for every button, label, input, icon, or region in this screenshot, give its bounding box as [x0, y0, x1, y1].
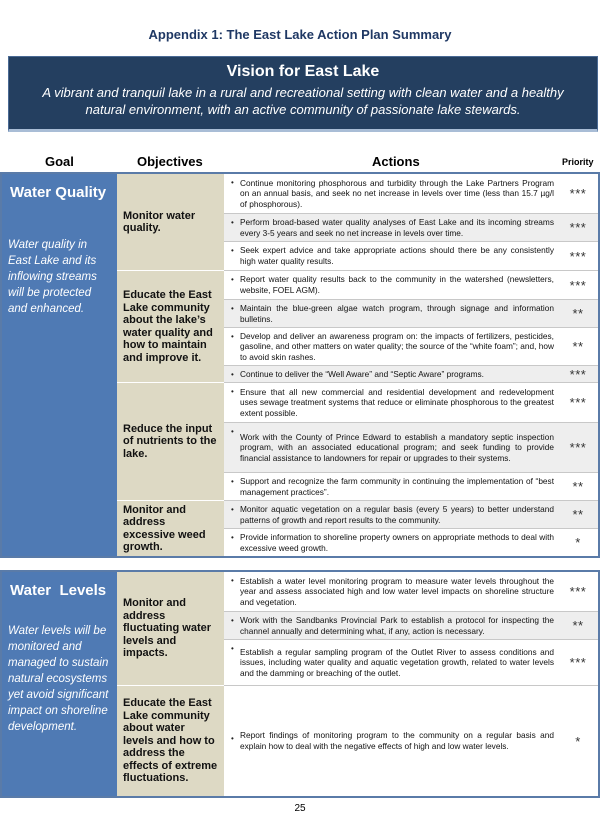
goal-cell	[2, 572, 117, 796]
action-row: • Establish a water level monitoring program to measure water levels throughout the year and assess associated high and low water level impacts on shoreline structure and vegetation. ***	[224, 572, 598, 612]
action-row: • Report findings of monitoring program to the community on a regular basis and explain how to deal with the negative effects of high and low water levels. *	[224, 686, 598, 796]
priority-rating: ***	[569, 440, 587, 455]
objectives-column	[117, 174, 224, 556]
action-row: • Work with the County of Prince Edward to establish a mandatory septic inspection program, with an associated educational program; and seek funding to provide financial assistance to landowners for repair or upgrades to their systems. ***	[224, 423, 598, 473]
action-row: • Develop and deliver an awareness program on: the impacts of fertilizers, pesticides, gasoline, and other matters on water quality; the source of the “white foam”; and, how to avoid skin rashes. **	[224, 328, 598, 366]
action-row: • Establish a regular sampling program of the Outlet River to assess conditions and issues, including water quality and aquatic vegetation growth, related to water levels and the damming or breaching of the outlet. ***	[224, 640, 598, 686]
goal-title: Water Levels	[10, 582, 107, 599]
priority-rating: ***	[569, 655, 587, 670]
priority-rating: **	[572, 339, 584, 354]
priority-rating: **	[572, 507, 584, 522]
actions-header: Actions	[372, 154, 420, 169]
objective-cell: Educate the East Lake community about water levels and how to address the effects of extreme fluctuations.	[123, 697, 218, 785]
action-text: Support and recognize the farm community in continuing the implementation of “best management practices”.	[240, 475, 554, 497]
priority-rating: ***	[569, 366, 587, 382]
vision-title: Vision for East Lake	[226, 63, 380, 80]
action-text: Provide information to shoreline property owners on appropriate methods to deal with excessive weed growth.	[240, 531, 554, 553]
priority-rating: **	[572, 306, 584, 321]
action-text: Report findings of monitoring program to the community on a regular basis and explain how to deal with the negative effects of high and low water levels.	[240, 730, 554, 751]
action-text: Continue to deliver the “Well Aware” and “Septic Aware” programs.	[240, 368, 484, 379]
objective-cell: Monitor water quality.	[117, 174, 224, 271]
action-text: Ensure that all new commercial and residential development and redevelopment uses sewage treatment systems that reduce or eliminate phosphorous to the greatest extent possible.	[240, 386, 554, 418]
priority-rating: *	[575, 733, 581, 749]
objectives-column	[117, 572, 224, 796]
objective-cell: Reduce the input of nutrients to the lake.	[117, 383, 224, 501]
action-text: Establish a water level monitoring program to measure water levels throughout the year and assess associated high and low water level impacts on shoreline structure and vegetation.	[240, 575, 554, 607]
actions-column	[224, 572, 598, 796]
goal-description: Water quality in East Lake and its inflowing streams will be protected and enhanced.	[8, 239, 97, 315]
objective-cell: Educate the East Lake community about the lake’s water quality and how to maintain and improve it.	[117, 271, 224, 383]
priority-rating: ***	[569, 584, 587, 599]
priority-header: Priority	[562, 157, 594, 167]
action-row: • Report water quality results back to the community in the watershed (newsletters, website, FOEL AGM). ***	[224, 271, 598, 300]
action-text: Establish a regular sampling program of the Outlet River to assess conditions and issues, including water quality and aquatic vegetation growth, related to water levels and the damming or breaching of the outlet.	[240, 646, 554, 678]
objective-cell: Monitor and address fluctuating water levels and impacts.	[117, 572, 224, 686]
priority-rating: ***	[569, 395, 587, 410]
water-levels-section	[0, 570, 600, 798]
water-quality-section	[0, 172, 600, 558]
action-row: • Work with the Sandbanks Provincial Park to establish a protocol for inspecting the channel annually and determining what, if any, action is necessary. **	[224, 612, 598, 640]
goal-cell	[2, 174, 117, 556]
action-text: Develop and deliver an awareness program on: the impacts of fertilizers, pesticides, gasoline, and other matters on water quality; the source of the “white foam”; and, how to avoid skin rashes.	[240, 330, 554, 362]
action-text: Work with the Sandbanks Provincial Park to establish a protocol for inspecting the channel annually and determining what, if any, action is necessary.	[240, 614, 554, 636]
priority-rating: ***	[569, 220, 587, 235]
action-text: Continue monitoring phosphorous and turbidity through the Lake Partners Program on an annual basis, and seek no net increase in levels over time (less than 15.7 µg/l of phosphorous).	[240, 177, 554, 209]
goal-description: Water levels will be monitored and managed to sustain natural ecosystems yet avoid significant impact on shoreline development.	[8, 625, 109, 733]
action-text: Maintain the blue-green algae watch program, through signage and information bulletins.	[240, 302, 554, 324]
priority-rating: ***	[569, 186, 587, 201]
action-text: Perform broad-based water quality analyses of East Lake and its incoming streams every 3-5 years and seek no net increase in levels over time.	[240, 216, 554, 238]
action-row: • Monitor aquatic vegetation on a regular basis (every 5 years) to better understand patterns of growth and report results to the community. **	[224, 501, 598, 529]
objective-cell: Monitor and address excessive weed growth.	[123, 503, 206, 553]
page-number: 25	[294, 803, 306, 814]
vision-banner	[8, 56, 598, 132]
priority-rating: ***	[569, 277, 587, 293]
table-header	[0, 154, 600, 172]
goal-title: Water Quality	[10, 184, 107, 201]
appendix-title: Appendix 1: The East Lake Action Plan Summary	[148, 27, 452, 42]
action-row: • Continue to deliver the “Well Aware” and “Septic Aware” programs. ***	[224, 366, 598, 383]
objectives-header: Objectives	[137, 154, 203, 169]
action-text: Work with the County of Prince Edward to establish a mandatory septic inspection program, with an associated educational program; and seek funding to provide financial assistance to landowners for repair or upgrades to their systems.	[240, 431, 554, 463]
action-row: • Continue monitoring phosphorous and turbidity through the Lake Partners Program on an annual basis, and seek no net increase in levels over time (less than 15.7 µg/l of phosphorous). ***	[224, 174, 598, 214]
action-row: • Provide information to shoreline property owners on appropriate methods to deal with excessive weed growth. *	[224, 529, 598, 556]
action-row: • Support and recognize the farm community in continuing the implementation of “best management practices”. **	[224, 473, 598, 501]
action-text: Report water quality results back to the community in the watershed (newsletters, website, FOEL AGM).	[240, 274, 554, 295]
priority-rating: **	[572, 479, 584, 494]
goal-header: Goal	[45, 154, 74, 169]
action-row: • Ensure that all new commercial and residential development and redevelopment uses sewage treatment systems that reduce or eliminate phosphorous to the greatest extent possible. ***	[224, 383, 598, 423]
priority-rating: ***	[569, 248, 587, 264]
action-text: Seek expert advice and take appropriate actions should there be any consistently high water quality results.	[240, 245, 554, 266]
actions-column	[224, 174, 598, 556]
action-row: • Perform broad-based water quality analyses of East Lake and its incoming streams every 3-5 years and seek no net increase in levels over time. ***	[224, 214, 598, 242]
priority-rating: **	[572, 618, 584, 633]
action-text: Monitor aquatic vegetation on a regular basis (every 5 years) to better understand patterns of growth and report results to the community.	[240, 503, 554, 525]
priority-rating: *	[575, 535, 581, 550]
action-row: • Maintain the blue-green algae watch program, through signage and information bulletins. **	[224, 300, 598, 328]
action-row: • Seek expert advice and take appropriate actions should there be any consistently high water quality results. ***	[224, 242, 598, 271]
vision-statement: A vibrant and tranquil lake in a rural and recreational setting with clean water and a healthy natural environment, with an active community of passionate lake stewards.	[42, 85, 564, 117]
